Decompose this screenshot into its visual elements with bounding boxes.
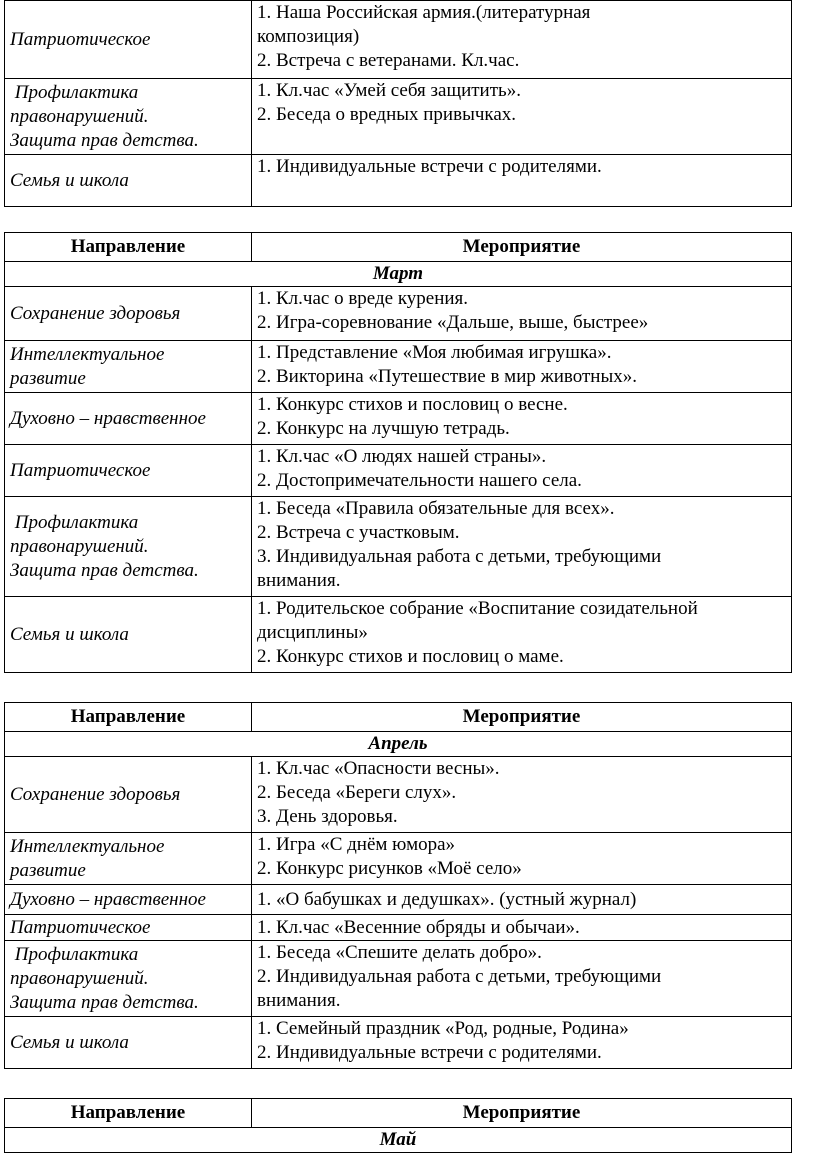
event-line: 1. Кл.час «Опасности весны». [257, 758, 500, 779]
direction-line: правонарушений. [10, 535, 149, 557]
event-line: 1. Кл.час «О людях нашей страны». [257, 446, 547, 467]
table-row [5, 497, 792, 597]
direction-line: Профилактика [10, 81, 139, 103]
events-cell [252, 155, 792, 207]
events-cell [252, 833, 792, 885]
event-line: внимания. [257, 990, 341, 1011]
table-row [5, 393, 792, 445]
table-row [5, 597, 792, 673]
month-title: Апрель [5, 732, 792, 757]
events-cell [252, 497, 792, 597]
events-cell [252, 597, 792, 673]
direction-line: Семья и школа [10, 1031, 129, 1053]
event-line: 1. «О бабушках и дедушках». (устный журнал) [257, 888, 637, 910]
direction-cell [5, 79, 252, 155]
direction-cell [5, 1017, 252, 1069]
column-header-direction: Направление [5, 1099, 252, 1128]
events-cell [252, 287, 792, 341]
events-cell [252, 1, 792, 79]
events-cell [252, 1017, 792, 1069]
direction-line: правонарушений. [10, 967, 149, 989]
column-header-event: Мероприятие [252, 1099, 792, 1128]
event-line: 1. Семейный праздник «Род, родные, Родина» [257, 1018, 629, 1039]
table-row [5, 1, 792, 79]
event-line: 1. Наша Российская армия.(литературная [257, 2, 591, 23]
direction-cell [5, 597, 252, 673]
event-line: внимания. [257, 570, 341, 591]
direction-line: Духовно – нравственное [10, 888, 206, 910]
direction-line: Сохранение здоровья [10, 302, 181, 324]
event-line: 2. Викторина «Путешествие в мир животных». [257, 366, 637, 387]
direction-cell [5, 1, 252, 79]
event-line: 1. Игра «С днём юмора» [257, 834, 456, 855]
direction-line: Профилактика [10, 943, 139, 965]
direction-cell [5, 915, 252, 941]
table-row [5, 155, 792, 207]
events-cell [252, 445, 792, 497]
event-line: 2. Индивидуальная работа с детьми, требующими [257, 966, 662, 987]
event-line: 2. Конкурс на лучшую тетрадь. [257, 418, 510, 439]
month-row [5, 1128, 792, 1153]
table-row [5, 79, 792, 155]
direction-cell [5, 833, 252, 885]
event-line: 2. Конкурс стихов и пословиц о маме. [257, 646, 564, 667]
event-line: 2. Конкурс рисунков «Моё село» [257, 858, 522, 879]
direction-line: Патриотическое [10, 459, 151, 481]
direction-line: Духовно – нравственное [10, 407, 206, 429]
column-header-event: Мероприятие [252, 703, 792, 732]
table-row [5, 885, 792, 915]
table-row [5, 287, 792, 341]
table-row [5, 941, 792, 1017]
table-row [5, 1017, 792, 1069]
month-title: Май [5, 1128, 792, 1153]
table-row [5, 757, 792, 833]
event-line: 1. Кл.час о вреде курения. [257, 288, 469, 309]
event-line: 1. Беседа «Правила обязательные для всех». [257, 498, 615, 519]
event-line: 3. День здоровья. [257, 806, 398, 827]
event-line: 2. Игра-соревнование «Дальше, выше, быстрее» [257, 312, 649, 333]
direction-cell [5, 341, 252, 393]
direction-cell [5, 757, 252, 833]
direction-line: Семья и школа [10, 623, 129, 645]
column-header-direction: Направление [5, 233, 252, 262]
direction-line: Защита прав детства. [10, 559, 199, 581]
event-line: 2. Индивидуальные встречи с родителями. [257, 1042, 602, 1063]
event-line: 2. Достопримечательности нашего села. [257, 470, 582, 491]
event-line: 2. Встреча с участковым. [257, 522, 460, 543]
event-line: 2. Встреча с ветеранами. Кл.час. [257, 50, 520, 71]
event-line: 1. Конкурс стихов и пословиц о весне. [257, 394, 568, 415]
table-header-row [5, 233, 792, 262]
direction-line: Защита прав детства. [10, 991, 199, 1013]
month-title: Март [5, 262, 792, 287]
direction-line: Защита прав детства. [10, 129, 199, 151]
table-row [5, 445, 792, 497]
events-cell [252, 757, 792, 833]
plan-table-may [4, 1098, 792, 1153]
direction-line: Семья и школа [10, 169, 129, 191]
direction-line: развитие [10, 859, 86, 881]
direction-line: Сохранение здоровья [10, 783, 181, 805]
column-header-event: Мероприятие [252, 233, 792, 262]
events-cell [252, 915, 792, 941]
event-line: 1. Беседа «Спешите делать добро». [257, 942, 542, 963]
direction-cell [5, 445, 252, 497]
event-line: 1. Кл.час «Весенние обряды и обычаи». [257, 916, 580, 938]
event-line: 2. Беседа о вредных привычках. [257, 104, 517, 125]
month-row [5, 262, 792, 287]
direction-line: правонарушений. [10, 105, 149, 127]
event-line: 1. Индивидуальные встречи с родителями. [257, 156, 602, 177]
direction-line: Патриотическое [10, 916, 151, 938]
event-line: 1. Представление «Моя любимая игрушка». [257, 342, 612, 363]
events-cell [252, 393, 792, 445]
events-cell [252, 941, 792, 1017]
direction-cell [5, 155, 252, 207]
direction-line: развитие [10, 367, 86, 389]
direction-cell [5, 885, 252, 915]
event-line: 1. Родительское собрание «Воспитание созидательной [257, 598, 698, 619]
direction-line: Патриотическое [10, 28, 151, 50]
direction-line: Профилактика [10, 511, 139, 533]
event-line: 3. Индивидуальная работа с детьми, требующими [257, 546, 662, 567]
direction-cell [5, 941, 252, 1017]
direction-line: Интеллектуальное [10, 835, 165, 857]
column-header-direction: Направление [5, 703, 252, 732]
table-row [5, 341, 792, 393]
event-line: дисциплины» [257, 622, 368, 643]
plan-table-march [4, 232, 792, 673]
plan-table-continuation [4, 0, 792, 207]
plan-table-april [4, 702, 792, 1069]
events-cell [252, 341, 792, 393]
table-header-row [5, 703, 792, 732]
event-line: 2. Беседа «Береги слух». [257, 782, 457, 803]
table-row [5, 833, 792, 885]
event-line: композиция) [257, 26, 360, 47]
month-row [5, 732, 792, 757]
table-row [5, 915, 792, 941]
direction-cell [5, 393, 252, 445]
direction-line: Интеллектуальное [10, 343, 165, 365]
direction-cell [5, 497, 252, 597]
direction-cell [5, 287, 252, 341]
events-cell [252, 79, 792, 155]
event-line: 1. Кл.час «Умей себя защитить». [257, 80, 521, 101]
events-cell [252, 885, 792, 915]
table-header-row [5, 1099, 792, 1128]
